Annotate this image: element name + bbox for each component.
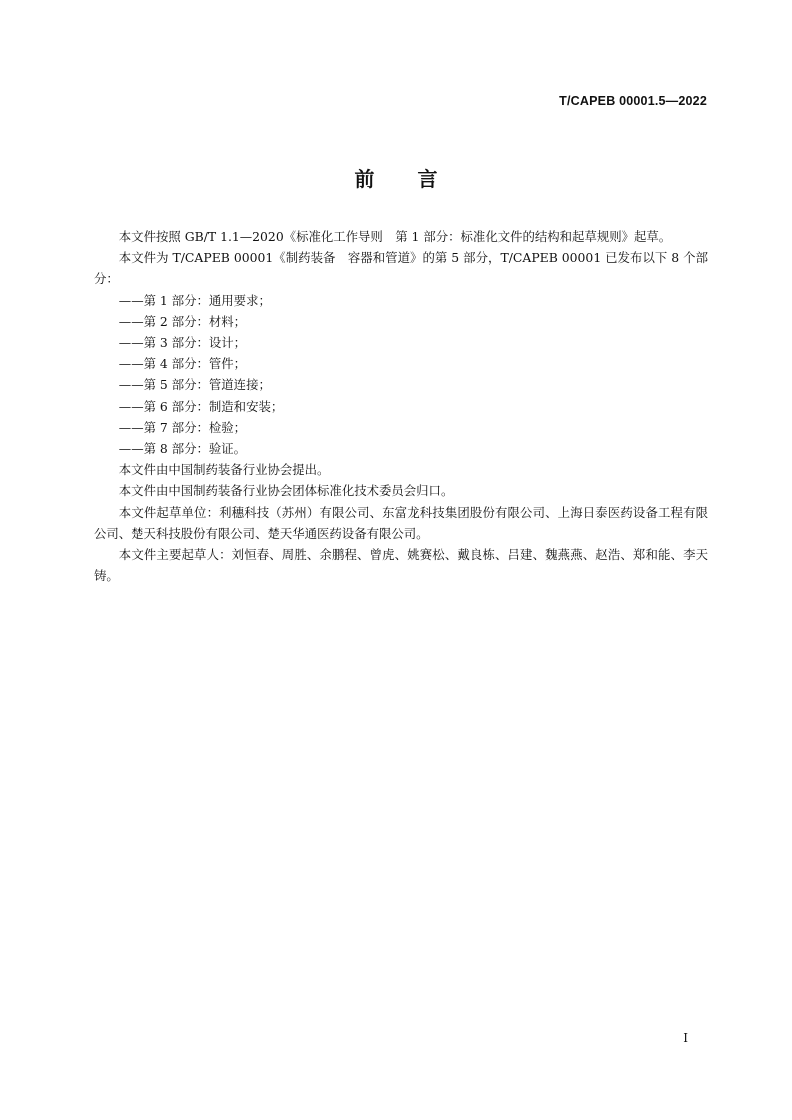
list-item: ——第 7 部分：检验；	[118, 419, 247, 435]
parts-list	[94, 290, 708, 460]
list-item: ——第 2 部分：材料；	[118, 313, 247, 329]
document-code: T/CAPEB 00001.5—2022	[559, 94, 707, 108]
page-number: I	[683, 1031, 688, 1045]
drafting-units-paragraph: 本文件起草单位：利穗科技（苏州）有限公司、东富龙科技集团股份有限公司、上海日泰医药设备工程有限公司、楚天科技股份有限公司、楚天华通医药设备有限公司。	[94, 504, 708, 541]
list-item: ——第 6 部分：制造和安装；	[118, 398, 284, 414]
list-item: ——第 4 部分：管件；	[118, 356, 247, 372]
list-item: ——第 3 部分：设计；	[118, 335, 247, 351]
list-item: ——第 5 部分：管道连接；	[118, 377, 271, 393]
drafters-paragraph: 本文件主要起草人：刘恒春、周胜、余鹏程、曾虎、姚赛松、戴良栋、吕建、魏燕燕、赵浩、郑和能、李天铸。	[94, 547, 708, 584]
document-body	[94, 226, 708, 586]
list-item: ——第 1 部分：通用要求；	[118, 292, 271, 308]
intro-paragraph-series-parts: 本文件为 T/CAPEB 00001《制药装备 容器和管道》的第 5 部分，T/CAPEB 00001 已发布以下 8 个部分：	[94, 250, 708, 287]
intro-paragraph-drafting-rules: 本文件按照 GB/T 1.1—2020《标准化工作导则 第 1 部分：标准化文件的结构和起草规则》起草。	[118, 229, 672, 244]
committee-paragraph: 本文件由中国制药装备行业协会团体标准化技术委员会归口。	[118, 483, 454, 499]
proposer-paragraph: 本文件由中国制药装备行业协会提出。	[118, 462, 330, 478]
list-item: ——第 8 部分：验证。	[118, 441, 247, 457]
page-title: 前 言	[354, 167, 438, 191]
